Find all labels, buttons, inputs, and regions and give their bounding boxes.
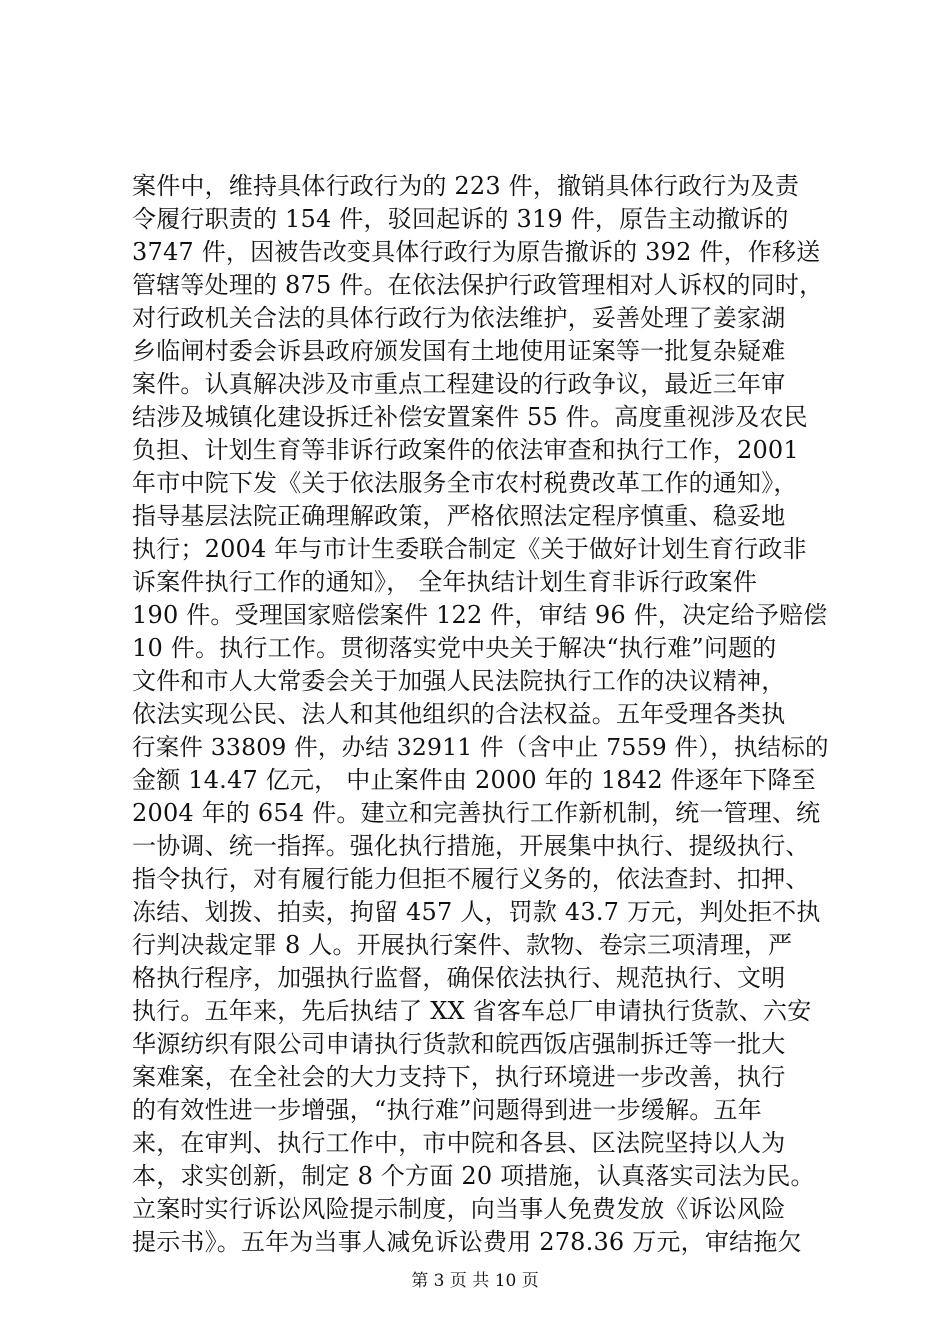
text-line: 10 件。执行工作。贯彻落实党中央关于解决“执行难”问题的 (132, 634, 777, 662)
text-line: 指导基层法院正确理解政策，严格依照法定程序慎重、稳妥地 (132, 502, 786, 530)
body-text (132, 170, 832, 1259)
text-line: 负担、计划生育等非诉行政案件的依法审查和执行工作，2001 (132, 436, 799, 464)
text-line: 提示书》。五年为当事人减免诉讼费用 278.36 万元，审结拖欠 (132, 1228, 802, 1256)
text-line: 行案件 33809 件，办结 32911 件（含中止 7559 件），执结标的 (132, 733, 829, 761)
text-line: 立案时实行诉讼风险提示制度，向当事人免费发放《诉讼风险 (132, 1195, 786, 1223)
text-line: 案件。认真解决涉及市重点工程建设的行政争议，最近三年审 (132, 370, 786, 398)
text-line: 文件和市人大常委会关于加强人民法院执行工作的决议精神， (132, 667, 786, 695)
text-line: 令履行职责的 154 件，驳回起诉的 319 件，原告主动撤诉的 (132, 205, 789, 233)
page-footer: 第 3 页 共 10 页 (411, 1271, 539, 1291)
text-line: 结涉及城镇化建设拆迁补偿安置案件 55 件。高度重视涉及农民 (132, 403, 808, 431)
text-line: 来，在审判、执行工作中，市中院和各县、区法院坚持以人为 (132, 1129, 786, 1157)
text-line: 执行。五年来，先后执结了 XX 省客车总厂申请执行货款、六安 (132, 997, 812, 1025)
text-line: 金额 14.47 亿元， 中止案件由 2000 年的 1842 件逐年下降至 (132, 766, 816, 794)
text-line: 案件中，维持具体行政行为的 223 件，撤销具体行政行为及责 (132, 172, 800, 200)
text-line: 诉案件执行工作的通知》， 全年执结计划生育非诉行政案件 (132, 568, 758, 596)
text-line: 本，求实创新，制定 8 个方面 20 项措施，认真落实司法为民。 (132, 1162, 815, 1190)
text-line: 190 件。受理国家赔偿案件 122 件，审结 96 件，决定给予赔偿 (132, 601, 828, 629)
text-line: 指令执行，对有履行能力但拒不履行义务的，依法查封、扣押、 (132, 865, 810, 893)
text-line: 执行；2004 年与市计生委联合制定《关于做好计划生育行政非 (132, 535, 807, 563)
text-line: 一协调、统一指挥。强化执行措施，开展集中执行、提级执行、 (132, 832, 810, 860)
text-line: 的有效性进一步增强，“执行难”问题得到进一步缓解。五年 (132, 1096, 762, 1124)
text-line: 依法实现公民、法人和其他组织的合法权益。五年受理各类执 (132, 700, 786, 728)
text-line: 华源纺织有限公司申请执行货款和皖西饭店强制拆迁等一批大 (132, 1030, 786, 1058)
text-line: 年市中院下发《关于依法服务全市农村税费改革工作的通知》， (132, 469, 798, 497)
text-line: 管辖等处理的 875 件。在依法保护行政管理相对人诉权的同时， (132, 271, 824, 299)
text-line: 格执行程序，加强执行监督，确保依法执行、规范执行、文明 (132, 964, 786, 992)
text-line: 2004 年的 654 件。建立和完善执行工作新机制，统一管理、统 (132, 799, 821, 827)
text-line: 行判决裁定罪 8 人。开展执行案件、款物、卷宗三项清理，严 (132, 931, 793, 959)
text-line: 3747 件，因被告改变具体行政行为原告撤诉的 392 件，作移送 (132, 238, 821, 266)
text-line: 冻结、划拨、拍卖，拘留 457 人，罚款 43.7 万元，判处拒不执 (132, 898, 821, 926)
text-line: 对行政机关合法的具体行政行为依法维护，妥善处理了姜家湖 (132, 304, 786, 332)
text-line: 乡临闸村委会诉县政府颁发国有土地使用证案等一批复杂疑难 (132, 337, 786, 365)
text-line: 案难案，在全社会的大力支持下，执行环境进一步改善，执行 (132, 1063, 786, 1091)
